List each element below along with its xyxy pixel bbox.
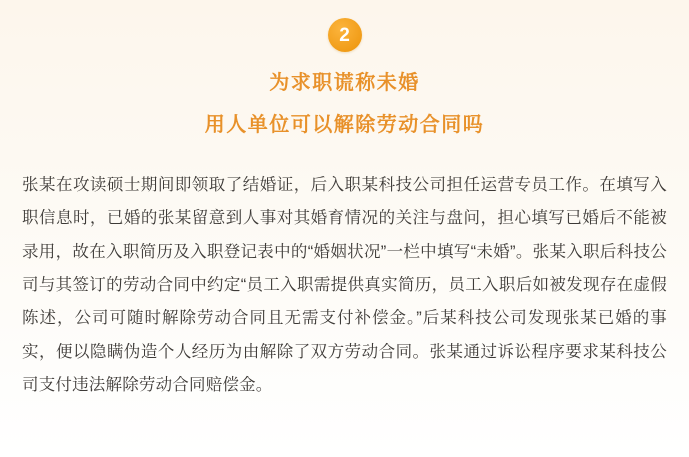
page-title-line-2: 用人单位可以解除劳动合同吗	[204, 114, 485, 136]
page-title-line-1: 为求职谎称未婚	[269, 72, 420, 94]
section-number-badge: 2	[328, 18, 362, 52]
article-body-text: 张某在攻读硕士期间即领取了结婚证，后入职某科技公司担任运营专员工作。在填写入职信息时，已婚的张某留意到人事对其婚育情况的关注与盘问，担心填写已婚后不能被录用，故在入职简历及入职登记表中的“婚姻状况”一栏中填写“未婚”。张某入职后科技公司与其签订的劳动合同中约定“员工入职需提供真实简历，员工入职后如被发现存在虚假陈述，公司可随时解除劳动合同且无需支付补偿金。”后某科技公司发现张某已婚的事实，便以隐瞒伪造个人经历为由解除了双方劳动合同。张某通过诉讼程序要求某科技公司支付违法解除劳动合同赔偿金。	[22, 176, 667, 394]
badge-container	[0, 0, 689, 52]
